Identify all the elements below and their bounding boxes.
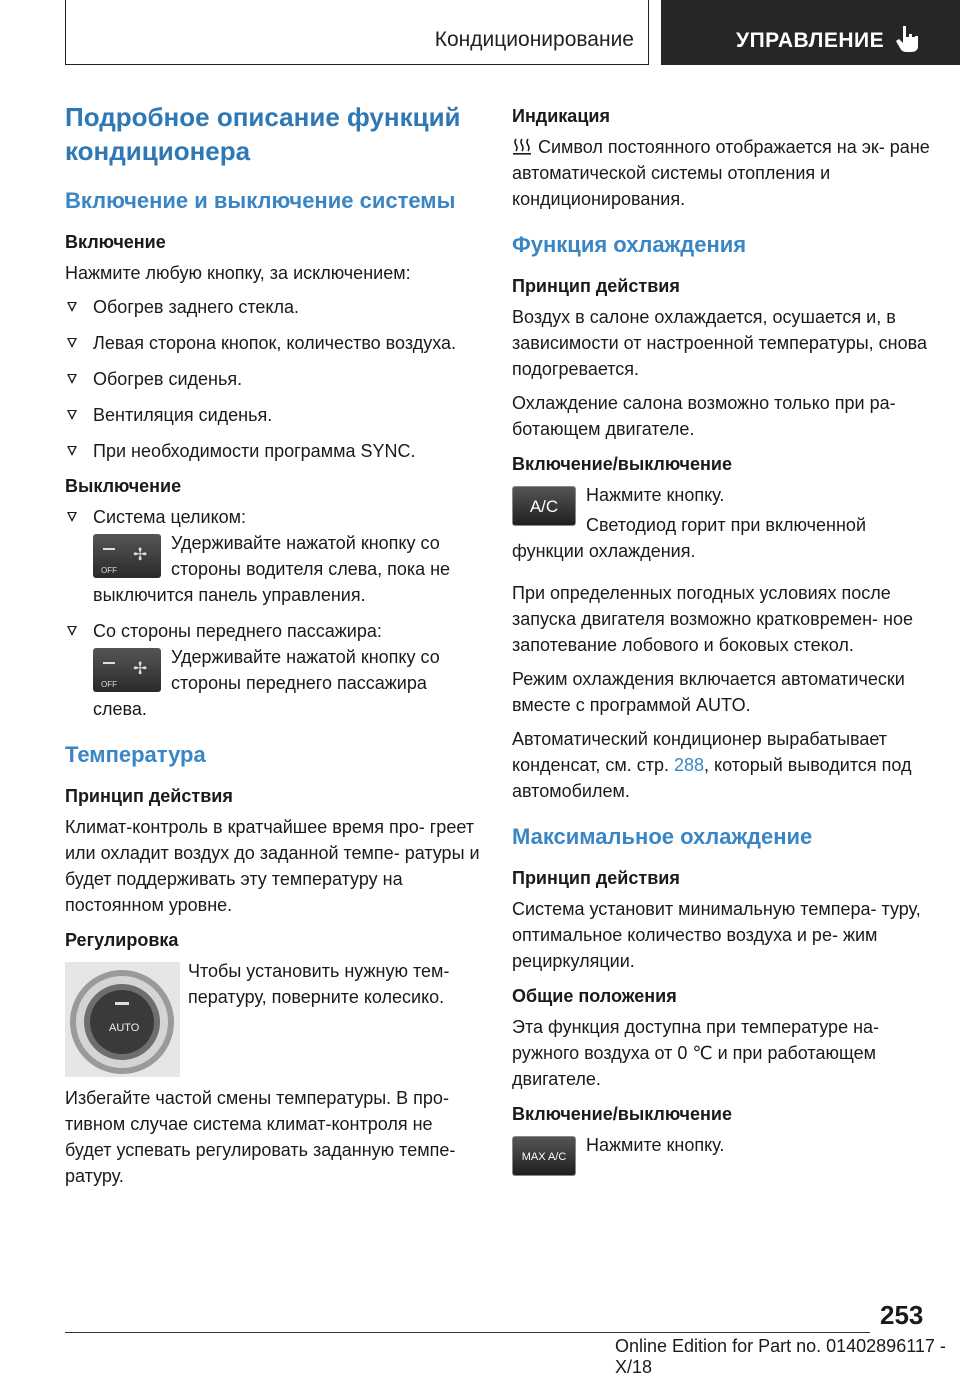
fan-icon: ✢ [133, 659, 148, 678]
off-label: OFF [101, 680, 117, 689]
general-text: Эта функция доступна при температуре на- ружного воздуха от 0 ℃ и при работающем двигателе. [512, 1017, 880, 1089]
footer-divider [65, 1332, 870, 1333]
list-item: Обогрев заднего стекла. [65, 294, 480, 320]
max-ac-button-image: MAX A/C [512, 1136, 576, 1176]
max-block [512, 1132, 932, 1180]
heading-cooling: Функция охлаждения [512, 232, 747, 257]
cooling-text-1: Воздух в салоне охлаждается, осушается и, в зависимости от настроенной температуры, снова подогревается. [512, 307, 927, 379]
list-item: Левая сторона кнопок, количество воздуха. [65, 330, 480, 356]
avoid-text: Избегайте частой смены температуры. В про- тивном случае система климат-контроля не будет успевать регулировать заданную темпе- ратуру. [65, 1088, 456, 1186]
heading-onoff-2: Включение/выключение [512, 1104, 732, 1124]
heading-adjust: Регулировка [65, 930, 179, 950]
header-chapter-title: УПРАВЛЕНИЕ [736, 29, 885, 52]
airflow-symbol-icon [512, 137, 532, 155]
off-label: OFF [101, 566, 117, 575]
knob-icon [65, 962, 180, 1077]
header-section-title: Кондиционирование [434, 28, 634, 51]
on-exceptions-list [65, 294, 480, 464]
indication-text: Символ постоянного отображается на эк- ране автоматической системы отопления и кондиционирования. [512, 137, 930, 209]
triangle-bullet-icon [67, 626, 77, 636]
hand-pointer-icon [895, 24, 921, 54]
header-chapter-box [661, 0, 960, 65]
weather-text: При определенных погодных условиях после запуска двигателя возможно кратковремен- ное запотевание лобового и боковых стекол. [512, 583, 914, 655]
cooling-text-2: Охлаждение салона возможно только при ра- ботающем двигателе. [512, 393, 896, 439]
temp-text: Климат-контроль в кратчайшее время про- греет или охладит воздух до заданной темпе- ратуры и будет поддерживать эту температуру на постоянном уровне. [65, 817, 480, 915]
ac-button-image: A/C [512, 486, 576, 526]
press-text-2: Нажмите кнопку. [586, 1135, 725, 1155]
left-column [65, 100, 480, 1197]
heading-principle: Принцип действия [512, 868, 680, 888]
heading-max-cooling: Максимальное охлаждение [512, 824, 813, 849]
page-number: 253 [880, 1300, 924, 1330]
adjust-text: Чтобы установить нужную тем- пературу, поверните колесико. [188, 961, 450, 1007]
triangle-bullet-icon [67, 338, 77, 348]
adjust-block [65, 958, 480, 1085]
temperature-knob-image [65, 962, 180, 1077]
heading-principle: Принцип действия [512, 276, 680, 296]
list-item: Вентиляция сиденья. [65, 402, 480, 428]
triangle-bullet-icon [67, 446, 77, 456]
heading-off: Выключение [65, 476, 182, 496]
footer-edition: Online Edition for Part no. 01402896117 - X/18 [615, 1336, 946, 1377]
list-item: Обогрев сиденья. [65, 366, 480, 392]
auto-text: Режим охлаждения включается автоматически вместе с программой AUTO. [512, 669, 905, 715]
triangle-bullet-icon [67, 410, 77, 420]
heading-onoff: Включение/выключение [512, 454, 732, 474]
page-title: Подробное описание функций кондиционера [65, 102, 461, 166]
list-item: При необходимости программа SYNC. [65, 438, 480, 464]
right-column [512, 100, 932, 1180]
heading-indication: Индикация [512, 106, 610, 126]
ac-block [512, 482, 932, 572]
led-text: Светодиод горит при включенной функции охлаждения. [512, 515, 866, 561]
list-item: Система целиком: OFF ✢ Удерживайте нажатой кнопку со стороны водителя слева, пока не выключится панель управления. [65, 504, 480, 608]
triangle-bullet-icon [67, 374, 77, 384]
off-button-image [93, 648, 161, 692]
on-intro: Нажмите любую кнопку, за исключением: [65, 263, 411, 283]
page-link[interactable]: 288 [673, 755, 705, 775]
fan-icon: ✢ [133, 545, 148, 564]
heading-on: Включение [65, 232, 166, 252]
heading-onoff: Включение и выключение системы [65, 188, 456, 213]
heading-general: Общие положения [512, 986, 677, 1006]
knob-auto-label: AUTO [109, 1022, 140, 1034]
triangle-bullet-icon [67, 302, 77, 312]
triangle-bullet-icon [67, 512, 77, 522]
max-text: Система установит минимальную темпера- туру, оптимальное количество воздуха и ре- жим рециркуляции. [512, 899, 921, 971]
heading-principle: Принцип действия [65, 786, 233, 806]
heading-temperature: Температура [65, 742, 206, 767]
press-text: Нажмите кнопку. [586, 485, 725, 505]
header-section-box [65, 0, 649, 65]
condensate-text: Автоматический кондиционер вырабатывает конденсат, см. стр. 288, который выводится под автомобилем. [512, 729, 912, 801]
off-button-image [93, 534, 161, 578]
list-item: Со стороны переднего пассажира: OFF ✢ Удерживайте нажатой кнопку со стороны переднего пассажира слева. [65, 618, 480, 722]
off-list [65, 504, 480, 722]
